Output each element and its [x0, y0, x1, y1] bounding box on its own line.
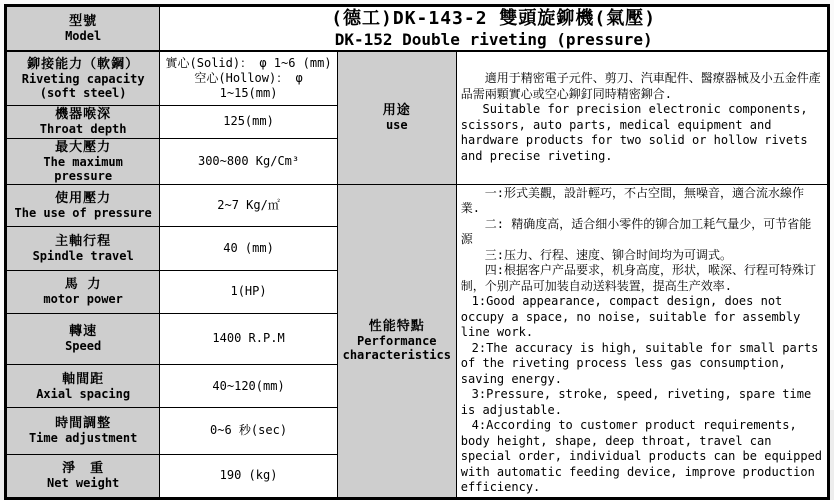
- label-cell: [6, 454, 160, 498]
- use-text-en: Suitable for precision electronic components, scissors, auto parts, medical equipment and hardware products for two solid or hollow rivets and precise riveting.: [460, 102, 808, 163]
- row-label-en: The use of pressure: [14, 205, 152, 220]
- row-label-en: Speed: [65, 339, 102, 354]
- value-cell: 40~120(mm): [160, 365, 338, 408]
- use-section-cell: [337, 51, 456, 184]
- performance-label-en1: Performance: [357, 334, 437, 348]
- perf-zh-item-4: 四:根据客户产品要求，机身高度，形状，喉深、行程可特殊订制，个别产品可加装自动送料装置，提高生产效率.: [460, 263, 817, 293]
- value-cell: 2~7 Kg/㎡: [160, 184, 338, 227]
- header-row: [6, 6, 829, 52]
- value-cell: 190 (kg): [160, 454, 338, 498]
- label-cell: [6, 365, 160, 408]
- perf-en-item-2: 2:The accuracy is high, suitable for small parts of the riveting process less gas consumption, saving energy.: [460, 340, 819, 386]
- label-cell: [6, 51, 160, 105]
- row-label-en: Spindle travel: [32, 249, 134, 264]
- row-label-zh: 馬 力: [64, 277, 102, 293]
- perf-en-item-1: 1:Good appearance, compact design, does not occupy a space, no noise, suitable for assembly line work.: [460, 294, 801, 339]
- value-cell: 1400 R.P.M: [160, 313, 338, 365]
- performance-description-cell: [456, 184, 828, 498]
- perf-zh-item-2: 二: 精确度高，适合细小零件的铆合加工耗气量少，可节省能源: [460, 216, 812, 246]
- row-label-zh: 淨 重: [62, 461, 105, 477]
- label-cell: [6, 138, 160, 184]
- row-label-zh: 使用壓力: [55, 190, 112, 206]
- title-cell: [160, 6, 829, 52]
- perf-en-item-3: 3:Pressure, stroke, speed, riveting, spare time is adjustable.: [460, 387, 812, 417]
- machine-title-zh: (德工)DK-143-2 雙頭旋鉚機(氣壓): [331, 8, 657, 29]
- spec-table: [4, 4, 830, 500]
- row-label-en: Net weight: [47, 476, 120, 491]
- row-label-zh: 時間調整: [55, 416, 112, 432]
- value-cell: 1(HP): [160, 270, 338, 313]
- row-label-zh: 鉚接能力（軟鋼）: [27, 56, 140, 72]
- label-cell: [6, 105, 160, 138]
- row-label-en: Time adjustment: [28, 431, 138, 446]
- row-label-zh: 轉速: [69, 324, 98, 340]
- row-label-zh: 機器喉深: [55, 107, 112, 122]
- spec-row-use-pressure: [6, 184, 829, 227]
- label-cell: [6, 184, 160, 227]
- value-line-hollow: 空心(Hollow)： φ 1~15(mm): [194, 70, 303, 100]
- value-cell: 125(mm): [160, 105, 338, 138]
- value-cell: 300~800 Kg/Cm³: [160, 138, 338, 184]
- row-label-zh: 軸間距: [62, 371, 105, 387]
- row-label-en: Axial spacing: [36, 386, 131, 401]
- spec-row-riveting-capacity: [6, 51, 829, 105]
- row-label-en: Throat depth: [39, 122, 127, 136]
- model-label-zh: 型號: [69, 14, 98, 29]
- use-description-cell: [456, 51, 828, 184]
- label-cell: [6, 227, 160, 271]
- model-label-en: Model: [65, 29, 102, 43]
- performance-label-en2: characteristics: [342, 348, 451, 362]
- value-line-solid: 實心(Solid)： φ 1~6 (mm): [165, 55, 332, 70]
- perf-zh-item-3: 三:压力、行程、速度、铆合时间均为可调式。: [484, 247, 733, 262]
- machine-title-en: DK-152 Double riveting (pressure): [334, 30, 653, 49]
- performance-section-cell: [337, 184, 456, 498]
- perf-en-item-4: 4:According to customer product requirements, body height, shape, deep throat, travel can special order, individual products can be equipped with automatic feeding device, improve production efficiency.: [460, 418, 823, 494]
- perf-zh-item-1: 一:形式美觀，設計輕巧，不占空間，無噪音，適合流水線作業.: [460, 185, 805, 215]
- row-label-en2: (soft steel): [39, 85, 127, 100]
- label-cell: [6, 270, 160, 313]
- row-label-en: motor power: [43, 292, 123, 307]
- use-label-zh: 用途: [382, 103, 411, 119]
- value-cell: 0~6 秒(sec): [160, 407, 338, 454]
- row-label-en: The maximum pressure: [43, 154, 123, 183]
- value-cell: 40 (mm): [160, 227, 338, 271]
- label-cell: [6, 313, 160, 365]
- value-cell: [160, 51, 338, 105]
- use-label-en: use: [385, 118, 408, 133]
- label-cell: [6, 407, 160, 454]
- row-label-en: Riveting capacity: [21, 71, 145, 86]
- row-label-zh: 主軸行程: [55, 234, 112, 250]
- use-text-zh: 適用于精密電子元件、剪刀、汽車配件、醫療器械及小五金件產品需兩顆實心或空心鉚釘同時精密鉚合.: [460, 71, 821, 101]
- performance-label-zh: 性能特點: [368, 319, 425, 334]
- model-header-cell: [6, 6, 160, 52]
- row-label-zh: 最大壓力: [55, 139, 112, 155]
